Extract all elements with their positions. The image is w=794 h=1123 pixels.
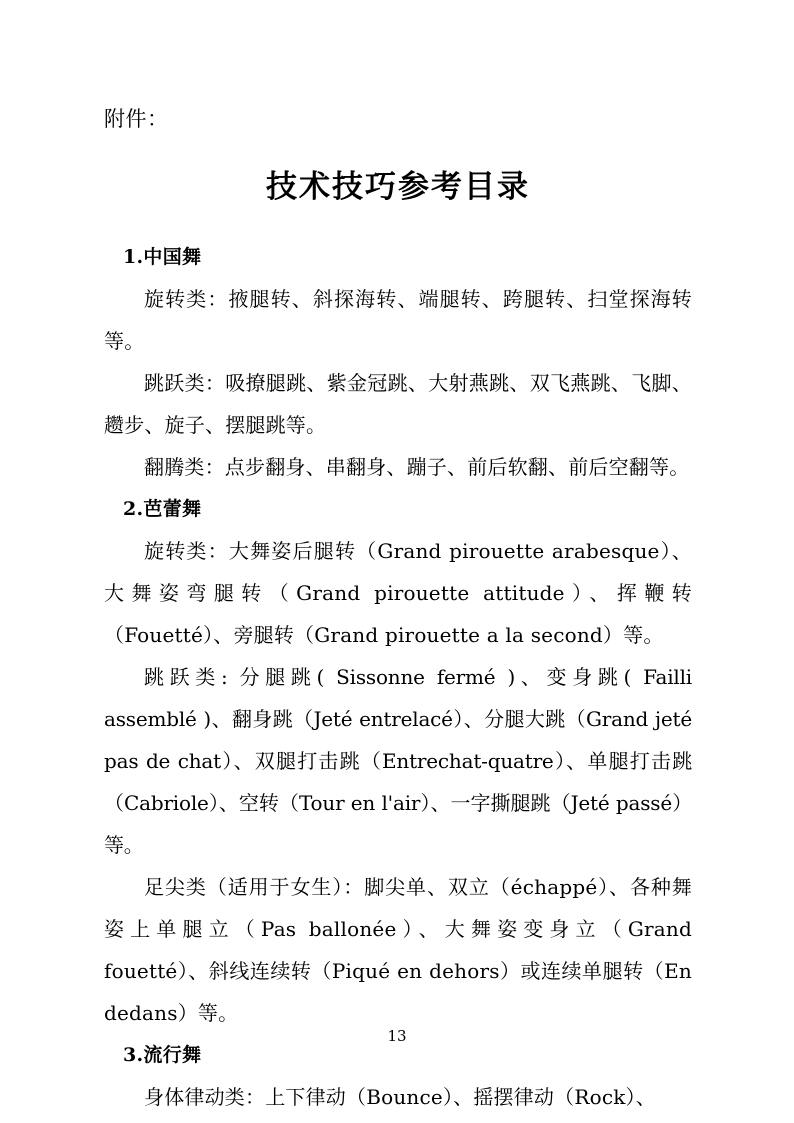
document-content	[104, 104, 692, 1118]
section-chinese-dance	[104, 236, 692, 488]
section-ballet	[104, 488, 692, 1034]
entry-ballet-turns: 旋转类：大舞姿后腿转（Grand pirouette arabesque）、大舞姿弯腿转（Grand pirouette attitude）、挥鞭转（Fouetté）、旁腿转（Grand pirouette a la second）等。	[104, 539, 692, 647]
page-title: 技术技巧参考目录	[266, 169, 530, 205]
section-popular-dance	[104, 1034, 692, 1118]
entry-chinese-tumbling: 翻腾类：点步翻身、串翻身、蹦子、前后软翻、前后空翻等。	[144, 455, 690, 479]
entry-ballet-pointe: 足尖类（适用于女生）：脚尖单、双立（échappé）、各种舞姿上单腿立（Pas ballonée）、大舞姿变身立（Grand fouetté）、斜线连续转（Piqué en dehors）或连续单腿转（En dedans）等。	[104, 875, 692, 1025]
section-heading-ballet: 2.芭蕾舞	[123, 498, 202, 520]
section-heading-popular-dance: 3.流行舞	[123, 1044, 202, 1066]
attachment-label: 附件：	[104, 107, 169, 131]
entry-ballet-jumps: 跳跃类: 分腿跳( Sissonne fermé )、变身跳( Failli assemblé )、翻身跳（Jeté entrelacé）、分腿大跳（Grand jeté pas de chat）、双腿打击跳（Entrechat-quatre）、单腿打击跳（Cabriole）、空转（Tour en l'air）、一字撕腿跳（Jeté passé）等。	[104, 665, 692, 857]
entry-chinese-jumps: 跳跃类：吸撩腿跳、紫金冠跳、大射燕跳、双飞燕跳、飞脚、趱步、旋子、摆腿跳等。	[104, 371, 692, 437]
page-number: 13	[387, 1027, 407, 1045]
title-spacer	[104, 208, 692, 236]
section-heading-chinese-dance: 1.中国舞	[123, 246, 202, 268]
entry-popular-body-groove: 身体律动类：上下律动（Bounce）、摇摆律动（Rock）、	[144, 1085, 656, 1109]
entry-chinese-turns: 旋转类：掖腿转、斜探海转、端腿转、跨腿转、扫堂探海转等。	[104, 287, 692, 353]
